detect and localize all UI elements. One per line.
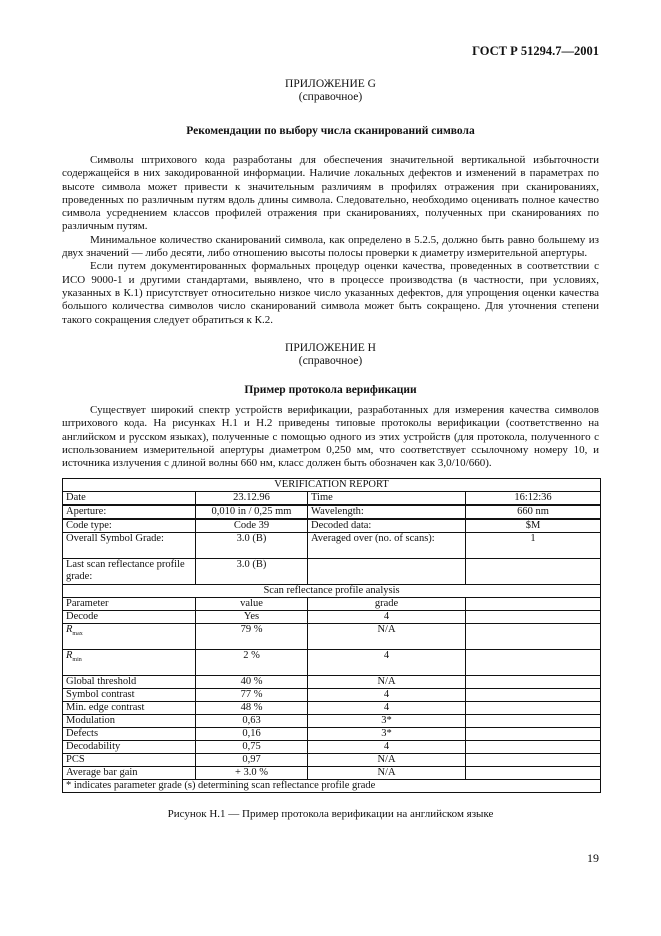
empty-cell [466, 728, 601, 741]
table-row [63, 754, 601, 767]
report-footnote: * indicates parameter grade (s) determining scan reflectance profile grade [63, 780, 601, 793]
parameter-cell: Decodability [63, 741, 196, 754]
info-label: Time [308, 492, 466, 506]
table-row [63, 624, 601, 650]
appendix-g-body [62, 154, 599, 327]
value-cell: + 3.0 % [196, 767, 308, 780]
parameter-cell: Min. edge contrast [63, 702, 196, 715]
value-cell: 0,75 [196, 741, 308, 754]
analysis-title: Scan reflectance profile analysis [63, 585, 601, 598]
info-value: Code 39 [196, 519, 308, 533]
table-row [63, 650, 601, 676]
parameter-cell: Symbol contrast [63, 689, 196, 702]
empty-cell [466, 676, 601, 689]
parameter-cell: Modulation [63, 715, 196, 728]
paragraph: Минимальное количество сканирований символа, как определено в 5.2.5, должно быть равно большему из двух значений — либо десяти, либо отношению высоты полосы проверки к диаметру измерительной апертуры. [62, 233, 599, 260]
grade-cell: 4 [308, 689, 466, 702]
grade-cell: 4 [308, 650, 466, 676]
parameter-cell [63, 650, 196, 676]
empty-cell [466, 598, 601, 611]
info-empty [308, 559, 466, 585]
table-row [63, 767, 601, 780]
grade-cell: 4 [308, 741, 466, 754]
appendix-subtitle: (справочное) [298, 355, 363, 367]
grade-cell: 4 [308, 611, 466, 624]
appendix-title: ПРИЛОЖЕНИЕ G [285, 78, 376, 90]
table-row [63, 689, 601, 702]
parameter-cell: Global threshold [63, 676, 196, 689]
grade-cell: N/A [308, 676, 466, 689]
info-label: Wavelength: [308, 505, 466, 519]
parameter-cell: Decode [63, 611, 196, 624]
value-cell: Yes [196, 611, 308, 624]
table-row [63, 715, 601, 728]
info-value: $M [466, 519, 601, 533]
grade-cell: N/A [308, 767, 466, 780]
value-cell: 0,16 [196, 728, 308, 741]
page-number: 19 [587, 851, 599, 865]
info-empty [466, 559, 601, 585]
paragraph: Если путем документированных формальных процедур оценки качества, проведенных в соответствии с ИСО 9000-1 и другими стандартами, выявлено, что в процессе производства (в частности, при условиях, указанных в К.1) присутствует относительно низкое число указанных дефектов, для упрощения оценки качества большого количества символов число сканирований символа может быть сокращено. Для уточнения степени такого сокращения следует обратиться к К.2. [62, 260, 599, 326]
info-value: 3.0 (B) [196, 559, 308, 585]
column-header: grade [308, 598, 466, 611]
table-row [63, 728, 601, 741]
parameter-subscript: min [72, 657, 82, 664]
column-header: Parameter [63, 598, 196, 611]
verification-report-table [62, 478, 601, 793]
report-title: VERIFICATION REPORT [63, 479, 601, 492]
paragraph: Существует широкий спектр устройств верификации, разработанных для измерения качества символов штрихового кода. На рисунках H.1 и H.2 приведены типовые протоколы верификации (соответственно на английском и русском языках), полученные с помощью одного из этих устройств (для протокола, полученного с использованием измерительной апертуры диаметром 0,250 мм, что соответствует ссылочному номеру 10, и источника излучения с длиной волны 660 нм, класс должен быть обозначен как 3,0/10/660). [62, 404, 599, 470]
info-label: Overall Symbol Grade: [63, 533, 196, 559]
value-cell: 48 % [196, 702, 308, 715]
appendix-subtitle: (справочное) [298, 91, 363, 103]
info-value: 23.12.96 [196, 492, 308, 506]
grade-cell: N/A [308, 624, 466, 650]
appendix-g-title [62, 78, 599, 104]
empty-cell [466, 702, 601, 715]
appendix-h-body [62, 404, 599, 470]
info-value: 1 [466, 533, 601, 559]
standard-number: ГОСТ Р 51294.7—2001 [472, 44, 599, 58]
info-label: Averaged over (no. of scans): [308, 533, 466, 559]
value-cell: 79 % [196, 624, 308, 650]
empty-cell [466, 767, 601, 780]
parameter-cell: Defects [63, 728, 196, 741]
figure-caption: Рисунок H.1 — Пример протокола верификации на английском языке [167, 808, 494, 820]
info-label: Decoded data: [308, 519, 466, 533]
parameter-symbol: R [66, 624, 73, 635]
grade-cell: 3* [308, 715, 466, 728]
value-cell: 2 % [196, 650, 308, 676]
grade-cell: 4 [308, 702, 466, 715]
table-row [63, 676, 601, 689]
empty-cell [466, 650, 601, 676]
info-value: 16:12:36 [466, 492, 601, 506]
parameter-cell [63, 624, 196, 650]
appendix-h-heading: Пример протокола верификации [244, 384, 417, 396]
empty-cell [466, 741, 601, 754]
info-value: 3.0 (B) [196, 533, 308, 559]
column-header: value [196, 598, 308, 611]
value-cell: 0,97 [196, 754, 308, 767]
appendix-h-title [62, 342, 599, 368]
parameter-symbol: R [66, 650, 73, 661]
empty-cell [466, 624, 601, 650]
table-row [63, 741, 601, 754]
appendix-g-heading: Рекомендации по выбору числа сканирований символа [186, 125, 475, 137]
info-label: Aperture: [63, 505, 196, 519]
info-label: Date [63, 492, 196, 506]
value-cell: 0,63 [196, 715, 308, 728]
table-row [63, 702, 601, 715]
value-cell: 77 % [196, 689, 308, 702]
empty-cell [466, 715, 601, 728]
info-label: Code type: [63, 519, 196, 533]
grade-cell: 3* [308, 728, 466, 741]
info-label: Last scan reflectance profile grade: [63, 559, 196, 585]
table-row [63, 611, 601, 624]
empty-cell [466, 689, 601, 702]
empty-cell [466, 611, 601, 624]
value-cell: 40 % [196, 676, 308, 689]
grade-cell: N/A [308, 754, 466, 767]
parameter-cell: Average bar gain [63, 767, 196, 780]
parameter-cell: PCS [63, 754, 196, 767]
parameter-subscript: max [72, 631, 83, 638]
paragraph: Символы штрихового кода разработаны для обеспечения значительной вертикальной избыточности содержащейся в них закодированной информации. Наличие локальных дефектов и изменений в параметрах по высоте символа может привести к значительным различиям в профилях отражения при сканированиях, проведенных по различным путям вдоль длины символа. Следовательно, необходимо оценивать полное качество символа усреднением классов профилей отражения при сканированиях, полученных при сканированиях по различным путям. [62, 154, 599, 233]
info-value: 660 nm [466, 505, 601, 519]
info-value: 0,010 in / 0,25 mm [196, 505, 308, 519]
appendix-title: ПРИЛОЖЕНИЕ H [285, 342, 376, 354]
empty-cell [466, 754, 601, 767]
